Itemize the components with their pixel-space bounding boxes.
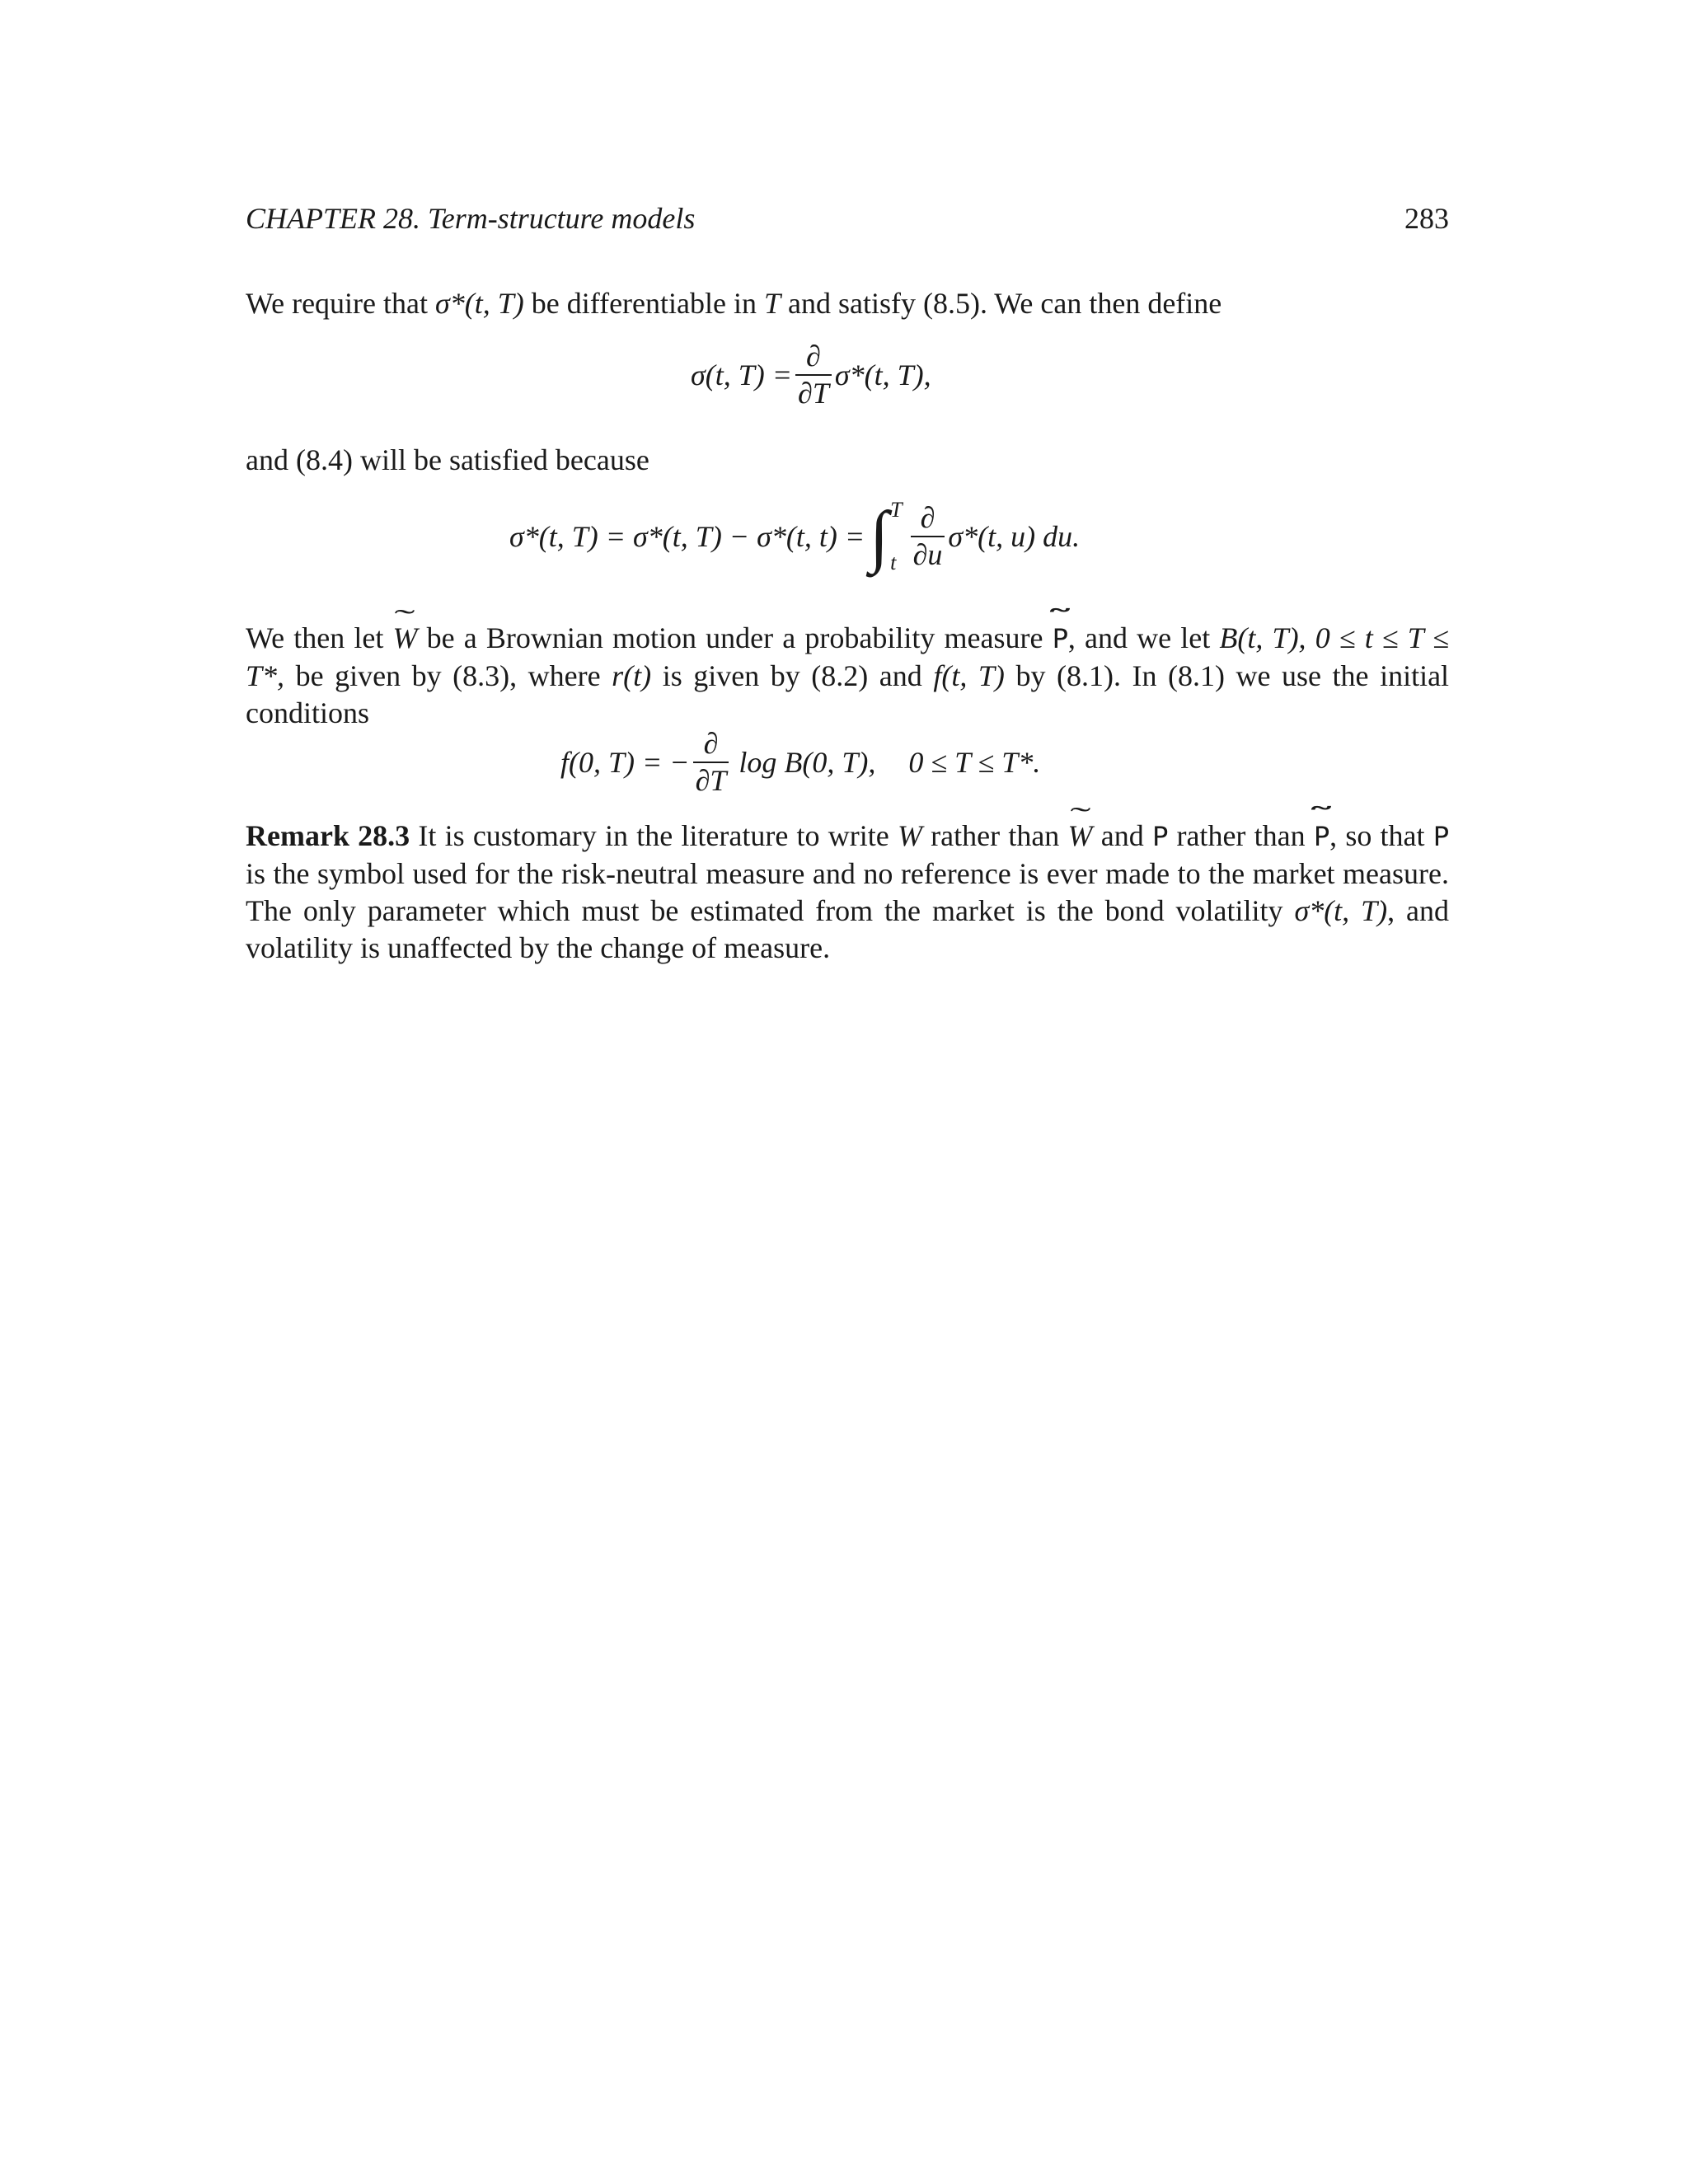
math-W-tilde: ˜ W (392, 620, 417, 657)
math-B-tT: B(t, T), 0 ≤ t ≤ T ≤ T*, (246, 621, 1450, 692)
eq1-rhs: σ*(t, T), (834, 359, 931, 392)
paragraph-2: and (8.4) will be satisfied because (246, 443, 649, 476)
eq2-limits (890, 498, 902, 575)
math-P-2: P (1432, 821, 1450, 852)
remark-text-g: , and volatility is unaffected by the change of measure. (246, 894, 1449, 964)
p1-text-a: We require that (246, 287, 428, 320)
math-W: W (897, 819, 922, 852)
eq2-den: ∂u (911, 536, 945, 571)
math-T: T (763, 287, 781, 320)
math-P-tilde-2: ˜ P (1314, 818, 1329, 855)
p1-text-c: and satisfy (8.5). We can then define (788, 287, 1222, 320)
remark-text-e: , so that (1329, 819, 1425, 852)
equation-2 (509, 498, 1080, 575)
p3-text-f: by (8.1). In (8.1) we use the initial conditions (246, 659, 1450, 729)
p3-text-d: be given by (8.3), where (295, 659, 601, 692)
eq1-den: ∂T (795, 374, 832, 410)
eq1-fraction (795, 341, 832, 410)
eq2-lhs: σ*(t, T) = σ*(t, T) − σ*(t, t) = (509, 520, 865, 553)
math-sigma-star: σ*(t, T) (435, 287, 524, 320)
paragraph-3 (246, 620, 1449, 732)
math-P: P (1151, 821, 1169, 852)
eq1-num: ∂ (806, 340, 821, 373)
remark-text-d: rather than (1176, 819, 1306, 852)
p3-text-a: We then let (246, 621, 384, 654)
paragraph-1 (246, 285, 1449, 322)
p1-text-b: be differentiable in (531, 287, 757, 320)
eq3-num: ∂ (703, 727, 719, 760)
eq2-rhs: σ*(t, u) du. (948, 520, 1081, 553)
equation-1 (691, 341, 931, 410)
eq3-fraction (693, 729, 729, 797)
math-P-tilde: ˜ P (1053, 621, 1068, 658)
running-head: CHAPTER 28. Term-structure models (246, 202, 696, 235)
eq1-lhs: σ(t, T) = (691, 359, 793, 392)
eq2-integral (870, 498, 902, 575)
math-W-tilde-2: ˜ W (1068, 818, 1093, 855)
remark-text-f: is the symbol used for the risk-neutral measure and no reference is ever made to the market measure. The only parameter which must be estimated from the market is the bond volatility (246, 857, 1449, 927)
math-f-tT: f(t, T) (933, 659, 1005, 692)
eq3-lhs: f(0, T) = − (560, 746, 690, 780)
remark-text-b: rather than (931, 819, 1060, 852)
eq2-lower: t (890, 551, 897, 574)
eq3-condition: 0 ≤ T ≤ T*. (908, 746, 1041, 780)
eq2-fraction (911, 500, 945, 571)
eq2-upper: T (890, 498, 903, 522)
remark-text-c: and (1100, 819, 1144, 852)
remark-label: Remark 28.3 (246, 819, 410, 852)
remark-text-a: It is customary in the literature to write (418, 819, 889, 852)
p3-text-c: , and we let (1067, 621, 1211, 654)
eq2-num: ∂ (920, 500, 935, 534)
eq3-rhs: log B(0, T), (738, 746, 876, 780)
p3-text-b: be a Brownian motion under a probability measure (426, 621, 1043, 654)
remark-28-3 (246, 818, 1449, 967)
math-r-t: r(t) (612, 659, 652, 692)
integral-icon: ∫ (870, 498, 889, 574)
eq3-den: ∂T (693, 762, 729, 797)
math-sigma-star-2: σ*(t, T) (1294, 894, 1388, 927)
page-number: 283 (1404, 202, 1449, 235)
p3-text-e: is given by (8.2) and (662, 659, 922, 692)
equation-3 (560, 729, 1040, 797)
